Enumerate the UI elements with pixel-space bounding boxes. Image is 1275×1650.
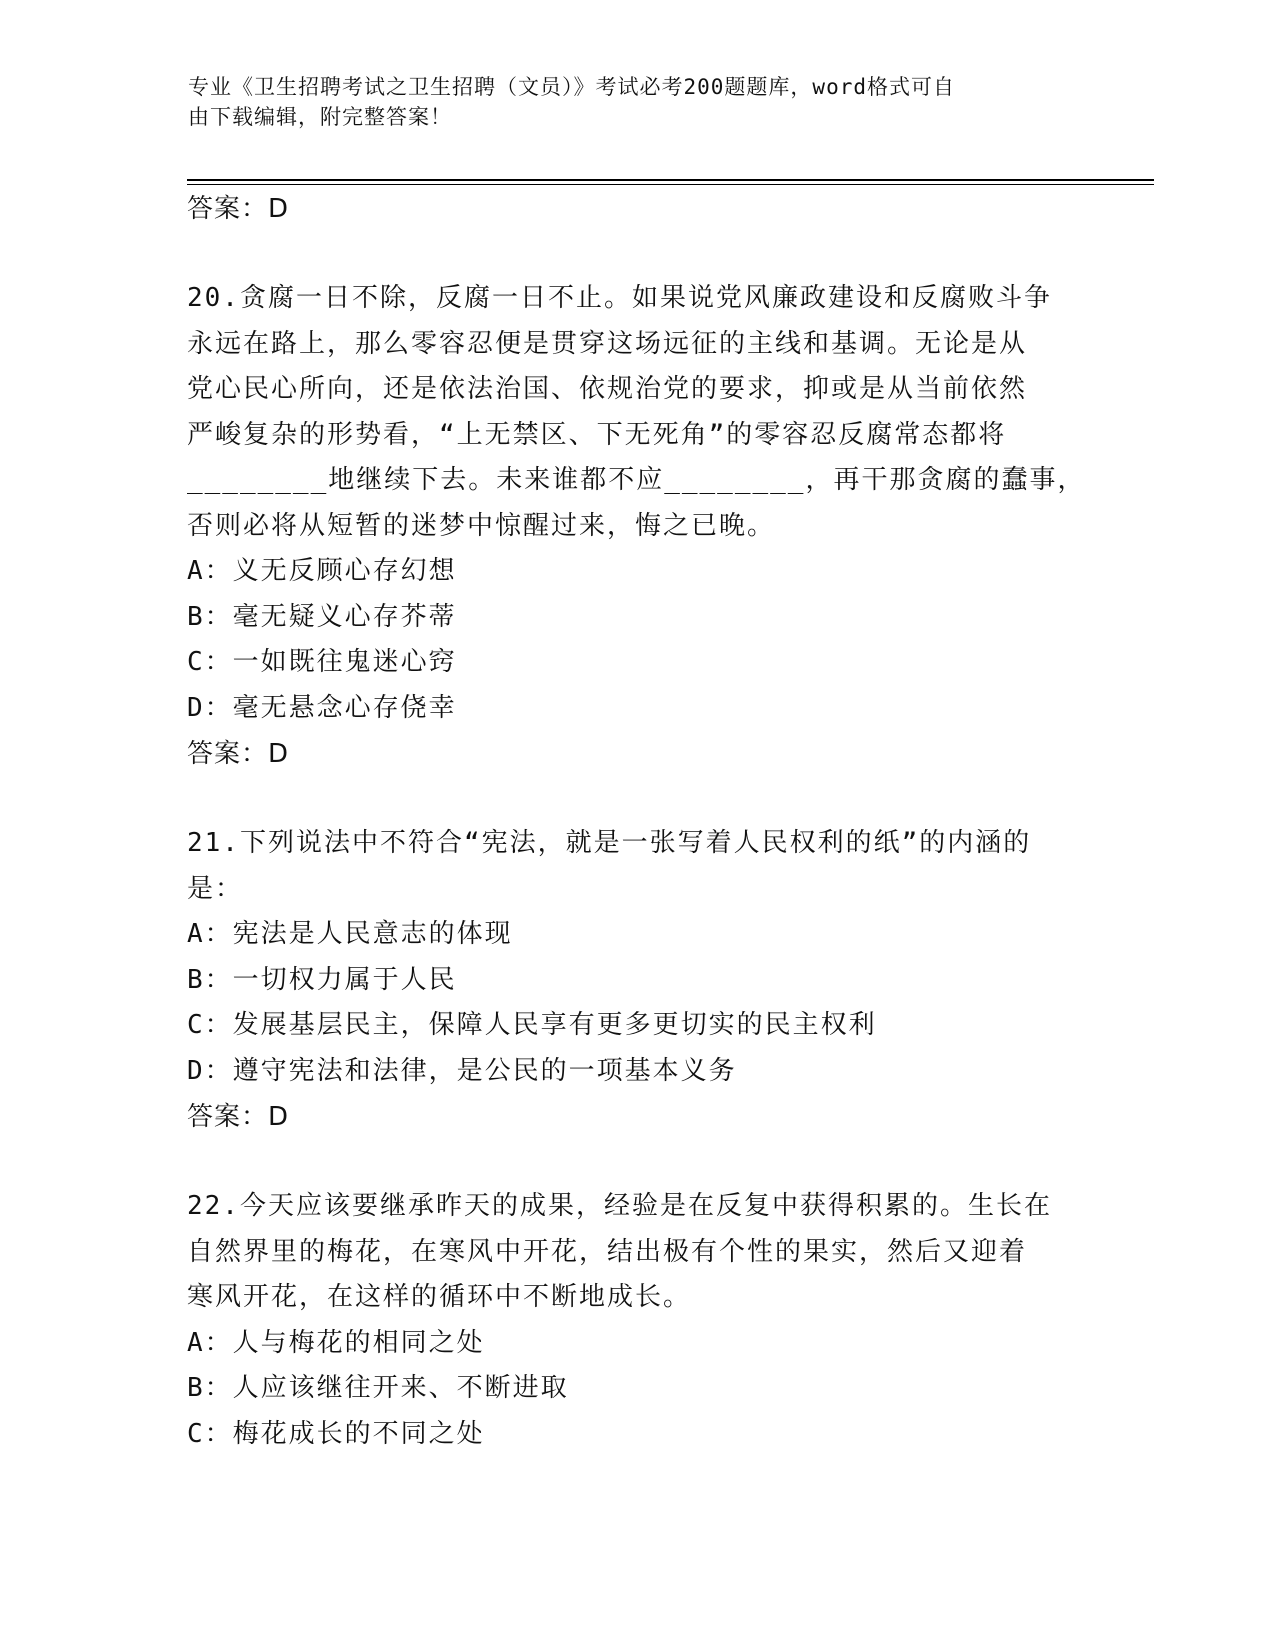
- question-21-stem: [187, 821, 1087, 912]
- question-20-option-b: B：毫无疑义心存芥蒂: [187, 601, 457, 632]
- question-20-option-a: A：义无反顾心存幻想: [187, 556, 457, 586]
- question-22-option-a: A：人与梅花的相同之处: [187, 1327, 485, 1358]
- stem-line: 是：: [187, 873, 244, 904]
- stem-line: ________地继续下去。未来谁都不应________，再干那贪腐的蠢事，: [187, 465, 1086, 495]
- question-20-option-c: C：一如既往鬼迷心窍: [187, 647, 457, 677]
- spacer: [187, 777, 1087, 821]
- answer-previous: 答案：D: [187, 194, 290, 224]
- question-22-option-c: C：梅花成长的不同之处: [187, 1418, 485, 1449]
- question-20-stem: [187, 276, 1087, 549]
- header-divider-thick: [187, 179, 1154, 181]
- question-20: [187, 276, 1087, 777]
- question-22-stem: [187, 1184, 1087, 1321]
- stem-line: 22.今天应该要继承昨天的成果，经验是在反复中获得积累的。生长在: [187, 1191, 1052, 1221]
- spacer: [187, 1140, 1087, 1184]
- question-21: [187, 821, 1087, 1140]
- stem-line: 严峻复杂的形势看，“上无禁区、下无死角”的零容忍反腐常态都将: [187, 419, 1007, 450]
- header-line-2: 由下载编辑，附完整答案！: [188, 105, 452, 129]
- stem-line: 21.下列说法中不符合“宪法，就是一张写着人民权利的纸”的内涵的: [187, 828, 1032, 858]
- stem-line: 自然界里的梅花，在寒风中开花，结出极有个性的果实，然后又迎着: [187, 1236, 1028, 1267]
- document-header: [188, 72, 1088, 132]
- stem-line: 20.贪腐一日不除，反腐一日不止。如果说党风廉政建设和反腐败斗争: [187, 283, 1052, 313]
- question-21-option-c: C：发展基层民主，保障人民享有更多更切实的民主权利: [187, 1010, 877, 1040]
- header-line-1: 专业《卫生招聘考试之卫生招聘（文员）》考试必考200题题库，word格式可自: [188, 75, 955, 99]
- question-20-option-d: D：毫无悬念心存侥幸: [187, 692, 457, 723]
- stem-line: 党心民心所向，还是依法治国、依规治党的要求，抑或是从当前依然: [187, 374, 1028, 404]
- question-21-option-d: D：遵守宪法和法律，是公民的一项基本义务: [187, 1055, 737, 1086]
- header-divider-thin: [187, 184, 1154, 185]
- question-20-answer: 答案：D: [187, 739, 290, 769]
- spacer: [187, 232, 1087, 276]
- question-22: [187, 1184, 1087, 1457]
- question-21-option-b: B：一切权力属于人民: [187, 964, 457, 995]
- stem-line: 否则必将从短暂的迷梦中惊醒过来，悔之已晚。: [187, 510, 776, 541]
- question-21-option-a: A：宪法是人民意志的体现: [187, 919, 513, 949]
- document-body: [187, 186, 1087, 1457]
- question-22-option-b: B：人应该继往开来、不断进取: [187, 1373, 569, 1403]
- question-21-answer: 答案：D: [187, 1102, 290, 1132]
- stem-line: 永远在路上，那么零容忍便是贯穿这场远征的主线和基调。无论是从: [187, 328, 1028, 359]
- stem-line: 寒风开花，在这样的循环中不断地成长。: [187, 1282, 692, 1312]
